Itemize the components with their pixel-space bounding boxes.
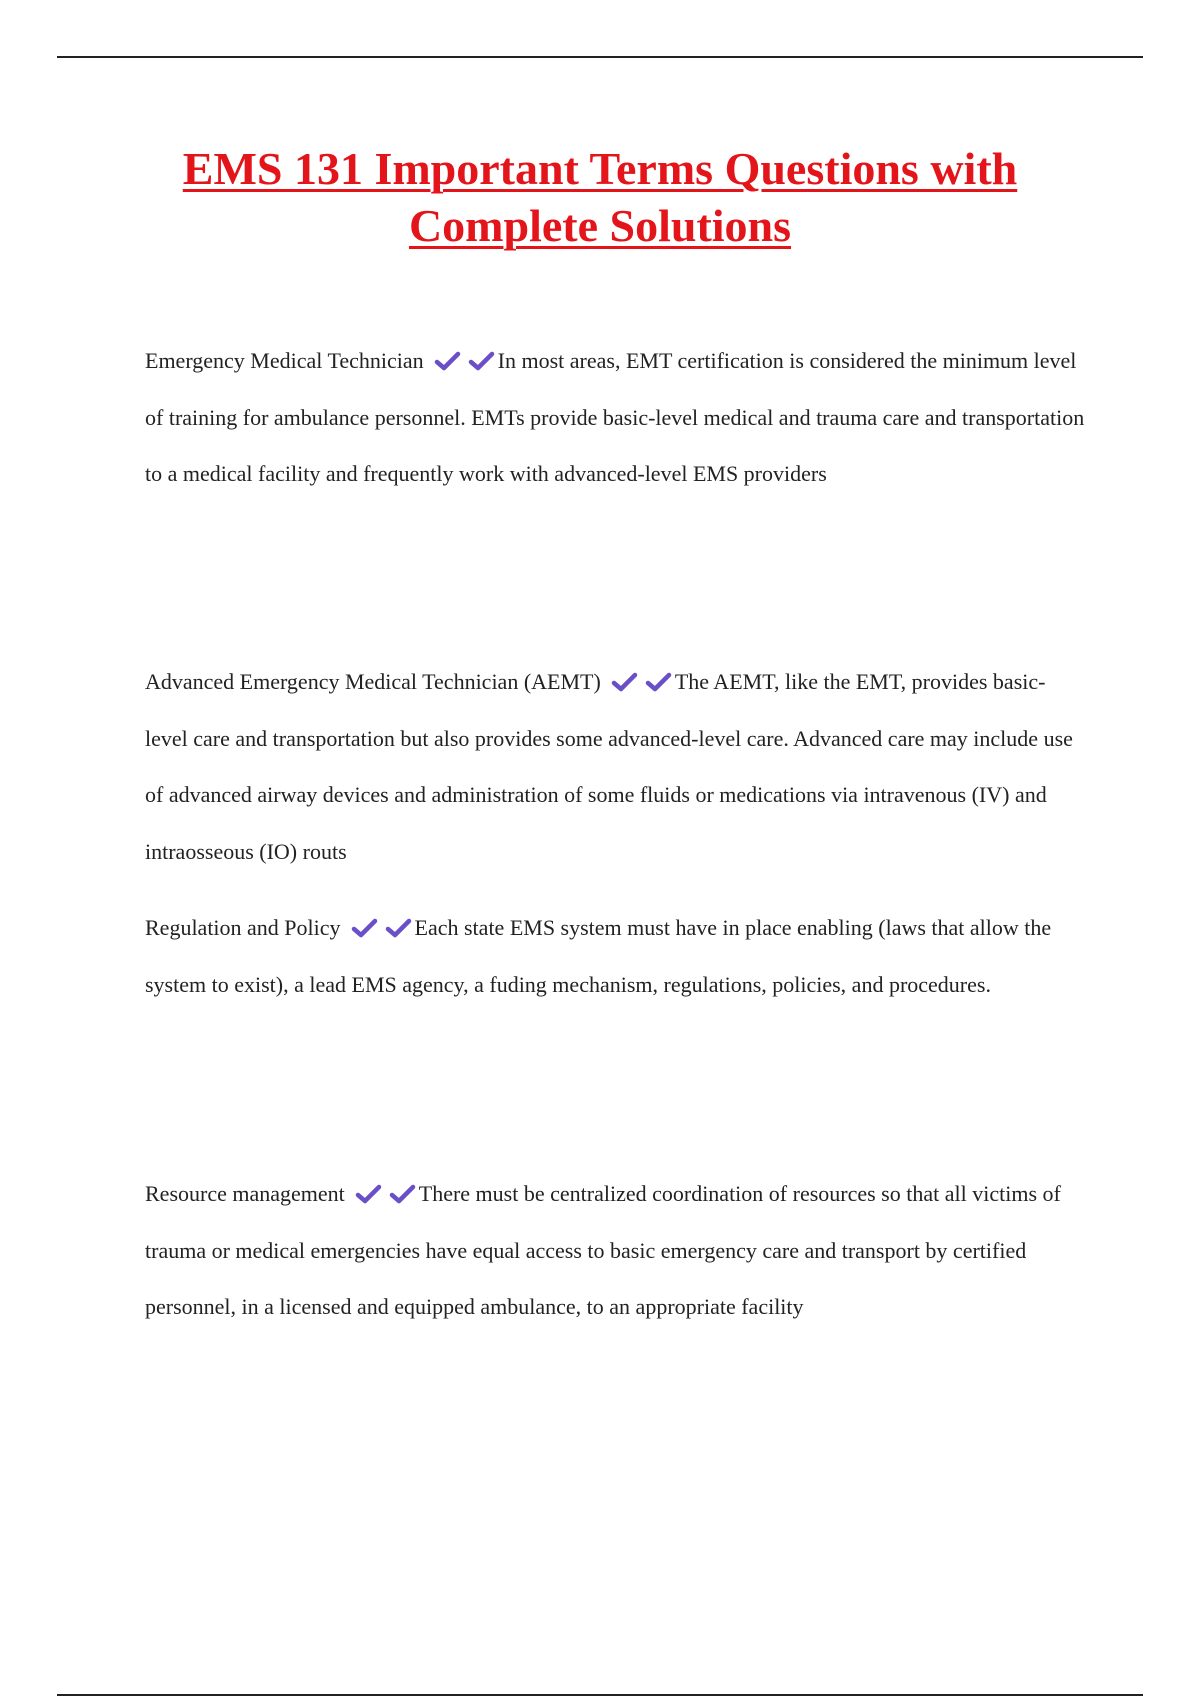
entry-term: Regulation and Policy — [145, 915, 341, 940]
page-title: EMS 131 Important Terms Questions with Complete Solutions — [182, 143, 1018, 251]
entry-definition: In most areas, EMT certification is considered the minimum level of training for ambulance personnel. EMTs provide basic-level medical and trauma care and transportation to a medical facility and frequently work with advanced-level EMS providers — [145, 348, 1085, 486]
check-icon — [355, 1184, 382, 1204]
check-icon — [468, 351, 495, 371]
bottom-rule — [57, 1694, 1143, 1696]
entry-definition: There must be centralized coordination of resources so that all victims of trauma or medical emergencies have equal access to basic emergency care and transport by certified personnel, in a licensed and equipped ambulance, to an appropriate facility — [145, 1181, 1061, 1319]
check-icon — [351, 918, 378, 938]
double-check-marks — [611, 672, 672, 692]
entry-term: Advanced Emergency Medical Technician (AEMT) — [145, 669, 601, 694]
entry-advanced-emergency-medical-technician — [145, 654, 1085, 880]
entry-term: Resource management — [145, 1181, 345, 1206]
entry-definition: Each state EMS system must have in place enabling (laws that allow the system to exist), a lead EMS agency, a fuding mechanism, regulations, policies, and procedures. — [145, 915, 1052, 997]
entry-definition: The AEMT, like the EMT, provides basic-level care and transportation but also provides some advanced-level care. Advanced care may include use of advanced airway devices and administration of some fluids or medications via intravenous (IV) and intraosseous (IO) routs — [145, 669, 1073, 864]
top-rule — [57, 56, 1143, 58]
double-check-marks — [434, 351, 495, 371]
entry-regulation-and-policy — [145, 900, 1085, 1013]
check-icon — [389, 1184, 416, 1204]
entry-resource-management — [145, 1166, 1085, 1336]
double-check-marks — [355, 1184, 416, 1204]
entry-term: Emergency Medical Technician — [145, 348, 424, 373]
check-icon — [385, 918, 412, 938]
check-icon — [611, 672, 638, 692]
check-icon — [645, 672, 672, 692]
check-icon — [434, 351, 461, 371]
double-check-marks — [351, 918, 412, 938]
entry-emergency-medical-technician — [145, 333, 1085, 503]
